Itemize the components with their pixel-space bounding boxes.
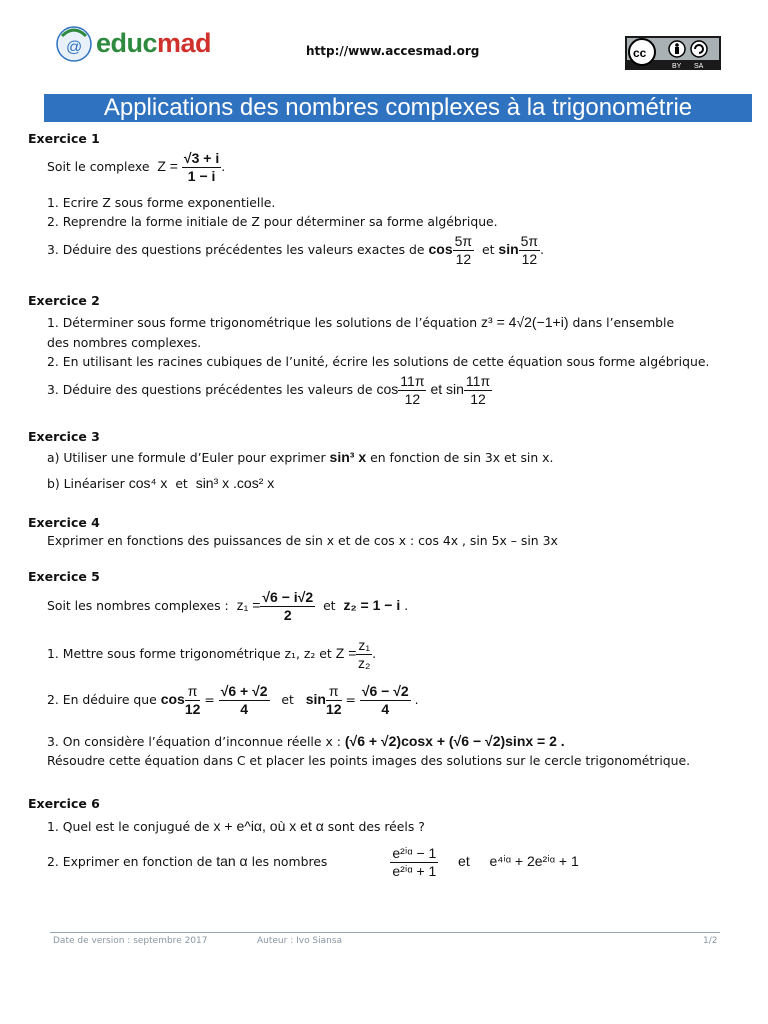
cc-by-sa-badge: [625, 36, 721, 70]
exercise-3-heading: Exercice 3: [28, 429, 100, 444]
exercise-2-heading: Exercice 2: [28, 293, 100, 308]
ex5-q3: 3. On considère l’équation d’inconnue réelle x : (√6 + √2)cosx + (√6 − √2)sinx = 2 .: [47, 733, 565, 749]
ex3-qb: b) Linéariser cos⁴ x et sin³ x .cos² x: [47, 475, 275, 491]
ex6-q2: 2. Exprimer en fonction de tan α les nombres $\frac{\text{e²ⁱᵅ − 1}}{\text{e²ⁱᵅ + 1}}$ et e⁴ⁱᵅ + 2e²ⁱᵅ + 1: [47, 845, 579, 879]
svg-text:@: @: [66, 39, 83, 56]
ex2-q2: 2. En utilisant les racines cubiques de l’unité, écrire les solutions de cette équation sous forme algébrique.: [47, 354, 710, 369]
footer-author: Auteur : Ivo Siansa: [257, 936, 343, 946]
svg-text:BY: BY: [672, 63, 682, 70]
footer-divider: [50, 932, 720, 933]
ex5-q4: Résoudre cette équation dans C et placer les points images des solutions sur le cercle trigonométrique.: [47, 753, 691, 768]
exercise-6-heading: Exercice 6: [28, 796, 100, 811]
logo-wordmark: educmad: [96, 28, 212, 58]
ex5-intro: Soit les nombres complexes : z₁ = $\frac{√6 - i√2}{2}$ et z₂ = 1 − i .: [47, 589, 409, 623]
exercise-5-heading: Exercice 5: [28, 569, 100, 584]
svg-text:cc: cc: [633, 46, 647, 60]
ex1-q3: 3. Déduire des questions précédentes les valeurs exactes de cos $\frac{5\pi}{12}$ et sin $\frac{5\pi}{12}$ .: [47, 233, 545, 267]
ex2-q3: 3. Déduire des questions précédentes les valeurs de cos $\frac{11\pi}{12}$ et sin $\frac{11\pi}{12}$: [47, 373, 491, 407]
footer-page-number: 1/2: [703, 936, 718, 946]
ex5-q2: 2. En déduire que cos $\frac{\pi}{12}$ = $\frac{√6 + √2}{4}$ et sin $\frac{\pi}{12}$ = $\frac{√6 - √2}{4}$ .: [47, 683, 419, 717]
ex3-qa: a) Utiliser une formule d’Euler pour exprimer sin³ x en fonction de sin 3x et sin x.: [47, 449, 554, 465]
ex6-q1: 1. Quel est le conjugué de x + e^iα, où x et α sont des réels ?: [47, 818, 425, 834]
ex4-text: Exprimer en fonctions des puissances de sin x et de cos x : cos 4x , sin 5x – sin 3x: [47, 533, 558, 548]
ex5-q1: 1. Mettre sous forme trigonométrique z₁, z₂ et Z = $\frac{\text{z₁}}{\text{z₂}}$ .: [47, 637, 377, 671]
page-title: Applications des nombres complexes à la trigonométrie: [44, 94, 752, 122]
exercise-4-heading: Exercice 4: [28, 515, 100, 530]
footer-date: Date de version : septembre 2017: [53, 936, 208, 946]
exercise-1-heading: Exercice 1: [28, 131, 100, 146]
site-url[interactable]: http://www.accesmad.org: [306, 44, 480, 58]
ex1-q2: 2. Reprendre la forme initiale de Z pour déterminer sa forme algébrique.: [47, 214, 498, 229]
ex2-q1c: des nombres complexes.: [47, 335, 202, 350]
ex1-q1: 1. Ecrire Z sous forme exponentielle.: [47, 195, 276, 210]
ex2-q1: 1. Déterminer sous forme trigonométrique les solutions de l’équation z³ = 4√2(−1+i) dans l’ensemble: [47, 314, 675, 330]
svg-text:SA: SA: [694, 63, 704, 70]
ex1-intro: Soit le complexe Z = $\frac{√3 + i}{1 - i}$ .: [47, 150, 226, 184]
